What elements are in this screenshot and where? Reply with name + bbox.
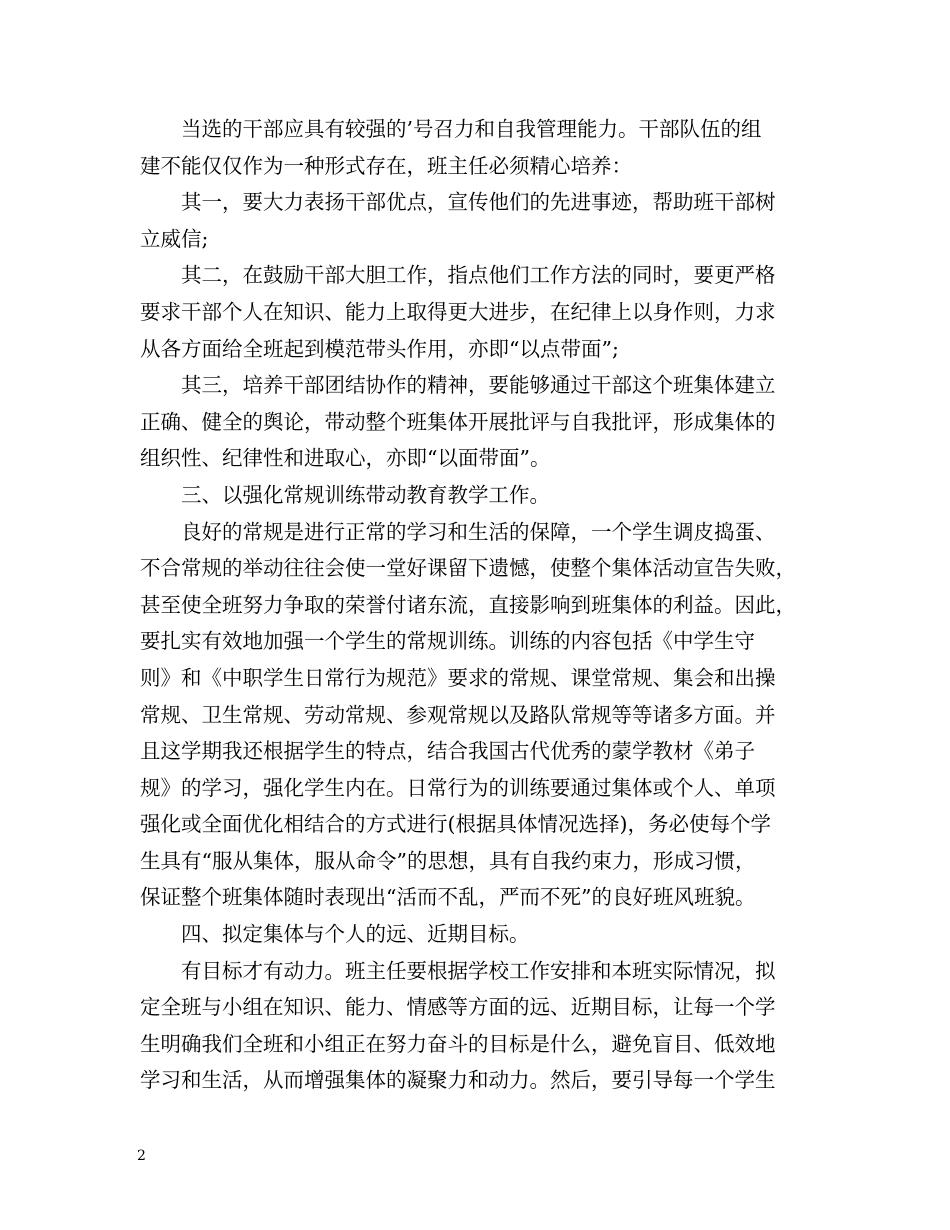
text-line: 要扎实有效地加强一个学生的常规训练。训练的内容包括《中学生守 [140, 629, 755, 654]
text-line: 要求干部个人在知识、能力上取得更大进步，在纪律上以身作则，力求 [140, 299, 776, 324]
text-line: 甚至使全班努力争取的荣誉付诸东流，直接影响到班集体的利益。因此， [140, 592, 796, 617]
text-line: 不合常规的举动往往会使一堂好课留下遗憾，使整个集体活动宣告失败， [140, 556, 796, 581]
text-line: 立威信; [140, 226, 209, 251]
text-line: 常规、卫生常规、劳动常规、参观常规以及路队常规等等诸多方面。并 [140, 702, 776, 727]
section-heading: 四、拟定集体与个人的远、近期目标。 [181, 922, 530, 947]
text-line: 学习和生活，从而增强集体的凝聚力和动力。然后，要引导每一个学生 [140, 1068, 776, 1093]
text-line: 强化或全面优化相结合的方式进行(根据具体情况选择)，务必使每个学 [140, 812, 771, 837]
text-line: 定全班与小组在知识、能力、情感等方面的远、近期目标，让每一个学 [140, 995, 776, 1020]
text-line: 其三，培养干部团结协作的精神，要能够通过干部这个班集体建立 [181, 373, 776, 398]
text-line: 良好的常规是进行正常的学习和生活的保障，一个学生调皮捣蛋、 [181, 519, 776, 544]
text-line: 正确、健全的舆论，带动整个班集体开展批评与自我批评，形成集体的 [140, 409, 776, 434]
text-line: 从各方面给全班起到模范带头作用，亦即“以点带面”; [140, 336, 619, 361]
text-line: 生具有“服从集体，服从命令”的思想，具有自我约束力，形成习惯， [140, 848, 756, 873]
text-line: 其一，要大力表扬干部优点，宣传他们的先进事迹，帮助班干部树 [181, 190, 776, 215]
text-line: 当选的干部应具有较强的’号召力和自我管理能力。干部队伍的组 [181, 117, 762, 141]
body-text [140, 111, 830, 1099]
text-line: 保证整个班集体随时表现出“活而不乱，严而不死”的良好班风班貌。 [140, 885, 756, 910]
text-line: 其二，在鼓励干部大胆工作，指点他们工作方法的同时，要更严格 [181, 263, 776, 288]
page-number: 2 [137, 1148, 146, 1164]
text-line: 有目标才有动力。班主任要根据学校工作安排和本班实际情况，拟 [181, 958, 776, 983]
text-line: 规》的学习，强化学生内在。日常行为的训练要通过集体或个人、单项 [140, 775, 776, 800]
text-line: 组织性、纪律性和进取心，亦即“以面带面”。 [140, 446, 551, 471]
text-line: 且这学期我还根据学生的特点，结合我国古代优秀的蒙学教材《弟子 [140, 739, 755, 764]
text-line: 生明确我们全班和小组正在努力奋斗的目标是什么，避免盲目、低效地 [140, 1031, 776, 1056]
section-heading: 三、以强化常规训练带动教育教学工作。 [181, 482, 550, 507]
text-line: 建不能仅仅作为一种形式存在，班主任必须精心培养： [140, 153, 632, 178]
text-line: 则》和《中职学生日常行为规范》要求的常规、课堂常规、集会和出操 [140, 665, 776, 690]
